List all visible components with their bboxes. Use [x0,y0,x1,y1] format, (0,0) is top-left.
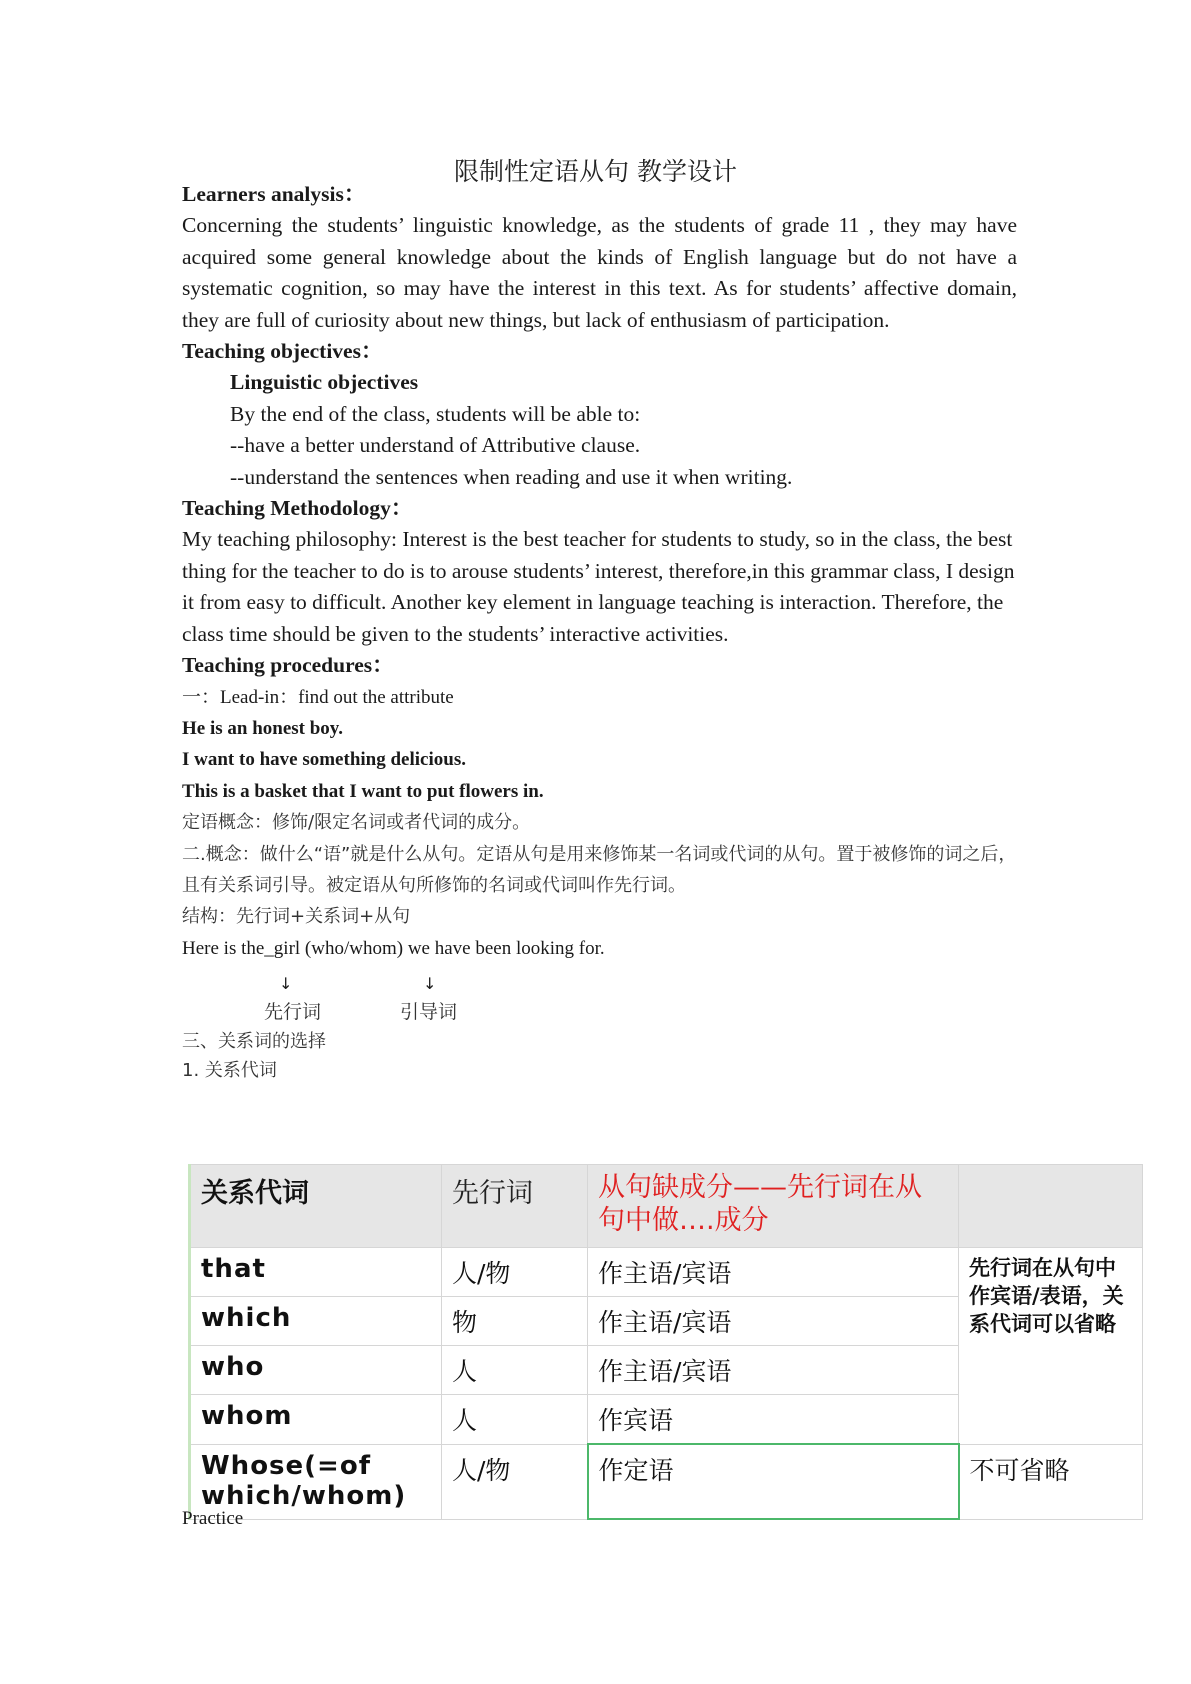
header-cell [959,1165,1143,1248]
table-row [190,1248,1143,1297]
antecedent-cell: 物 [442,1297,588,1346]
practice-label: Practice [182,1508,244,1529]
antecedent-label: 先行词 [264,1001,322,1024]
concept-definition: 定语概念：修饰/限定名词或者代词的成分。 [182,812,531,834]
label-row [182,995,1017,1026]
structure-line: 结构：先行词+关系词+从句 [182,906,411,928]
header-cell: 先行词 [442,1165,588,1248]
learners-heading: Learners analysis： [182,182,366,206]
pronoun-cell: which [190,1297,442,1346]
pronoun-cell: who [190,1346,442,1395]
example-with-clause: Here is the_girl (who/whom) we have been looking for. [182,937,605,959]
role-cell: 作宾语 [588,1395,959,1445]
arrow-row [182,964,1017,995]
omission-note-cell: 先行词在从句中作宾语/表语，关系代词可以省略 [959,1248,1143,1445]
table-header-row [190,1165,1143,1248]
role-cell: 作主语/宾语 [588,1297,959,1346]
concept-explanation: 二.概念：做什么“语”就是什么从句。定语从句是用来修饰某一名词或代词的从句。置于被修饰的词之后，且有关系词引导。被定语从句所修饰的名词或代词叫作先行词。 [182,843,1017,896]
introducer-label: 引导词 [400,1001,458,1024]
document-body [182,179,1017,1084]
example-sentence-2: I want to have something delicious. [182,749,466,771]
sub-heading-relative-pronouns: 1. 关系代词 [182,1059,277,1081]
antecedent-cell: 人 [442,1395,588,1445]
linguistic-objectives-heading: Linguistic objectives [230,370,419,395]
antecedent-cell: 人/物 [442,1248,588,1297]
role-cell: 作主语/宾语 [588,1346,959,1395]
page-title: 限制性定语从句 教学设计 [454,157,737,186]
pronoun-cell: Whose(=of which/whom) [190,1444,442,1519]
table-row [190,1444,1143,1519]
header-cell: 从句缺成分——先行词在从句中做….成分 [588,1165,959,1248]
example-sentence-3: This is a basket that I want to put flowers in. [182,780,544,802]
lead-in-line: 一：Lead-in：find out the attribute [182,686,454,708]
pronoun-cell: whom [190,1395,442,1445]
role-cell: 作主语/宾语 [588,1248,959,1297]
no-omission-cell: 不可省略 [959,1444,1143,1519]
example-sentence-1: He is an honest boy. [182,717,344,739]
header-cell: 关系代词 [190,1165,442,1248]
learners-paragraph: Concerning the students’ linguistic knowledge, as the students of grade 11 , they may have acquired some general knowledge about the kinds of English language but do not have a systematic cognition, so may have the interest in this text. As for students’ affective domain, they are full of curiosity about new things, but lack of enthusiasm of participation. [182,213,1017,332]
section-three-heading: 三、关系词的选择 [182,1031,326,1053]
procedures-heading: Teaching procedures： [182,653,394,678]
down-arrow-icon: ↓ [279,974,293,994]
objective-line: By the end of the class, students will be able to: [230,401,641,426]
role-cell-highlighted: 作定语 [588,1444,959,1519]
methodology-heading: Teaching Methodology： [182,496,413,521]
antecedent-cell: 人 [442,1346,588,1395]
methodology-paragraph: My teaching philosophy: Interest is the best teacher for students to study, so in the class, the best thing for the teacher to do is to arouse students’ interest, therefore,in this grammar class, I design it from easy to difficult. Another key element in language teaching is interaction. Therefore, the class time should be given to the students’ interactive activities. [182,527,1015,646]
objectives-heading: Teaching objectives： [182,339,383,364]
antecedent-cell: 人/物 [442,1444,588,1519]
objective-line: --have a better understand of Attributive clause. [230,433,641,458]
pronoun-cell: that [190,1248,442,1297]
down-arrow-icon: ↓ [423,974,437,994]
objective-line: --understand the sentences when reading and use it when writing. [230,464,793,489]
relative-pronoun-table [188,1164,1143,1520]
